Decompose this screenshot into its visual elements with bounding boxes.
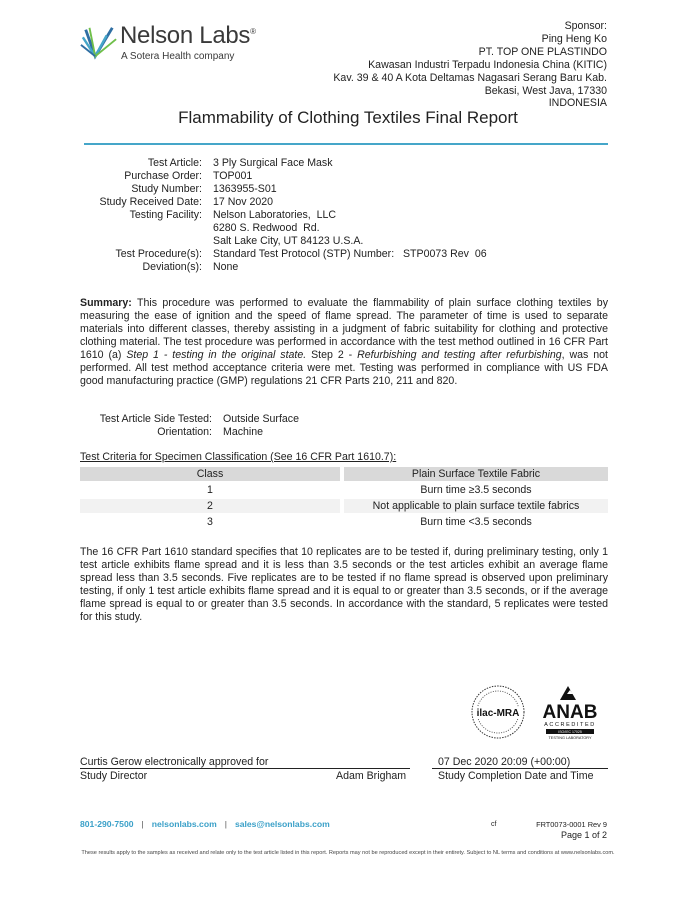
date-line — [432, 768, 608, 769]
info-value: Nelson Laboratories, LLC — [213, 209, 337, 221]
table-cell: 1 — [207, 484, 213, 496]
sponsor-label: Sponsor: — [564, 20, 607, 32]
info-row — [78, 235, 487, 248]
replicates-paragraph: The 16 CFR Part 1610 standard specifies that 10 replicates are to be tested if, during preliminary testing, only 1 test article exhibits flame spread and it is less than 3.5 seconds or the test articles exhibit an average flame spread less than 3.5 seconds. Five replicates are to be tested if no flame spread is observed upon preliminary testing, if only 1 test article exhibits flame spread and it is equal to or greater than 3.5 seconds, or if the average flame spread is equal to or greater than 3.5 seconds. In accordance with the standard, 5 replicates were tested for this study. — [80, 546, 608, 623]
nelson-labs-mark-icon — [80, 24, 118, 62]
anab-lab-text: TESTING LABORATORY — [548, 736, 592, 740]
table-row — [80, 499, 608, 513]
footer-disclaimer: These results apply to the samples as received and relate only to the test article listed in this report. Reports may not be reproduced except in their entirety. Subject to NL terms and conditions at www.nelsonlabs.com. — [81, 850, 615, 856]
approval-text: Curtis Gerow electronically approved for — [80, 756, 269, 768]
table-row — [80, 515, 608, 529]
table-cell: Burn time <3.5 seconds — [420, 516, 532, 528]
anab-accredited-text: ACCREDITED — [544, 722, 596, 728]
signature-line — [80, 768, 410, 769]
side-tested-block — [78, 413, 299, 439]
table-cell: Not applicable to plain surface textile fabrics — [344, 499, 608, 513]
info-label: Testing Facility: — [129, 209, 202, 221]
info-row — [78, 170, 487, 183]
table-header-row — [80, 467, 608, 481]
info-label: Test Article: — [147, 157, 202, 169]
info-value: TOP001 — [213, 170, 253, 182]
info-label: Test Procedure(s): — [115, 248, 202, 260]
summary-label: Summary: — [80, 297, 132, 309]
info-row — [78, 248, 487, 261]
anab-text: ANAB — [542, 702, 598, 723]
side-label: Orientation: — [157, 426, 212, 438]
sponsor-line: Kav. 39 & 40 A Kota Deltamas Nagasari Serang Baru Kab. — [333, 71, 607, 84]
info-row — [78, 222, 487, 235]
study-director-label: Study Director — [80, 770, 148, 782]
side-row — [78, 426, 299, 439]
study-director-name: Adam Brigham — [336, 770, 407, 782]
info-label — [78, 222, 213, 235]
title-divider — [84, 143, 608, 145]
footer-contact: 801-290-7500 | nelsonlabs.com | sales@nelsonlabs.com — [80, 819, 330, 829]
summary-text: Step 2 - — [306, 349, 358, 361]
sponsor-line: Kawasan Industri Terpadu Indonesia China (KITIC) — [368, 58, 607, 71]
info-label: Purchase Order: — [124, 170, 202, 182]
table-cell: 3 — [207, 516, 213, 528]
sponsor-block — [333, 20, 607, 110]
footer-email-link[interactable]: sales@nelsonlabs.com — [234, 819, 330, 829]
summary-paragraph — [80, 297, 608, 388]
side-value: Machine — [223, 426, 264, 438]
info-value: 1363955-S01 — [213, 183, 277, 195]
anab-logo-icon — [532, 684, 608, 740]
study-info — [78, 157, 487, 274]
info-label: Deviation(s): — [142, 261, 202, 273]
summary-step2: Refurbishing and testing after refurbishing — [357, 349, 562, 361]
ilac-text: ilac-MRA — [476, 708, 520, 719]
side-value: Outside Surface — [223, 413, 299, 425]
side-row — [78, 413, 299, 426]
completion-datetime: 07 Dec 2020 20:09 (+00:00) — [438, 756, 571, 768]
table-cell: Burn time ≥3.5 seconds — [420, 484, 532, 496]
footer-phone-link[interactable]: 801-290-7500 — [80, 819, 134, 829]
ilac-mra-logo-icon — [470, 684, 526, 740]
nelson-labs-logo — [80, 20, 270, 70]
info-row — [78, 157, 487, 170]
criteria-table — [80, 465, 608, 531]
criteria-title: Test Criteria for Specimen Classification (See 16 CFR Part 1610.7): — [80, 451, 397, 463]
info-value: 6280 S. Redwood Rd. — [213, 222, 320, 234]
info-value: None — [213, 261, 239, 273]
sponsor-line: Ping Heng Ko — [541, 32, 607, 45]
sponsor-line: INDONESIA — [548, 97, 607, 110]
info-label: Study Number: — [131, 183, 202, 195]
info-label: Study Received Date: — [99, 196, 202, 208]
page-number: Page 1 of 2 — [560, 830, 607, 840]
footer-site-link[interactable]: nelsonlabs.com — [151, 819, 217, 829]
info-row — [78, 209, 487, 222]
table-cell: 2 — [80, 499, 340, 513]
info-row — [78, 183, 487, 196]
report-title: Flammability of Clothing Textiles Final Report — [178, 108, 518, 127]
info-value: 17 Nov 2020 — [213, 196, 274, 208]
logo-tagline: A Sotera Health company — [121, 51, 235, 62]
footer-cf: cf — [491, 821, 497, 828]
summary-text: , was not performed. All test method acceptance criteria were met. Testing was performed in compliance with US FDA good manufacturing practice (GMP) regulations 21 CFR Parts 210, 211 and 820. — [80, 349, 608, 387]
anab-iso-text: ISO/IEC 17025 — [558, 730, 582, 734]
sponsor-line: Bekasi, West Java, 17330 — [484, 84, 607, 97]
form-number: FRT0073-0001 Rev 9 — [536, 820, 607, 829]
sponsor-line: PT. TOP ONE PLASTINDO — [478, 45, 607, 58]
summary-step1: Step 1 - testing in the original state. — [126, 349, 307, 361]
info-value: 3 Ply Surgical Face Mask — [213, 157, 333, 169]
info-row — [78, 196, 487, 209]
info-label — [78, 235, 213, 248]
logo-wordmark: Nelson Labs® — [120, 22, 256, 49]
completion-date-label: Study Completion Date and Time — [438, 770, 594, 782]
info-value: Salt Lake City, UT 84123 U.S.A. — [213, 235, 364, 247]
info-value: Standard Test Protocol (STP) Number: STP0073 Rev 06 — [213, 248, 487, 260]
info-row — [78, 261, 487, 274]
summary-text: This procedure was performed to evaluate the flammability of plain surface clothing textiles by measuring the ease of ignition and the speed of flame spread. The parameter of time is used to separate materials into different classes, thereby assisting in a judgment of fabric suitability for clothing and protective clothing material. The test procedure was performed in accordance with the test method outlined in 16 CFR Part 1610 (a) — [80, 297, 608, 361]
table-row — [80, 483, 608, 497]
column-header: Plain Surface Textile Fabric — [344, 467, 608, 481]
side-label: Test Article Side Tested: — [99, 413, 212, 425]
column-header: Class — [80, 467, 340, 481]
